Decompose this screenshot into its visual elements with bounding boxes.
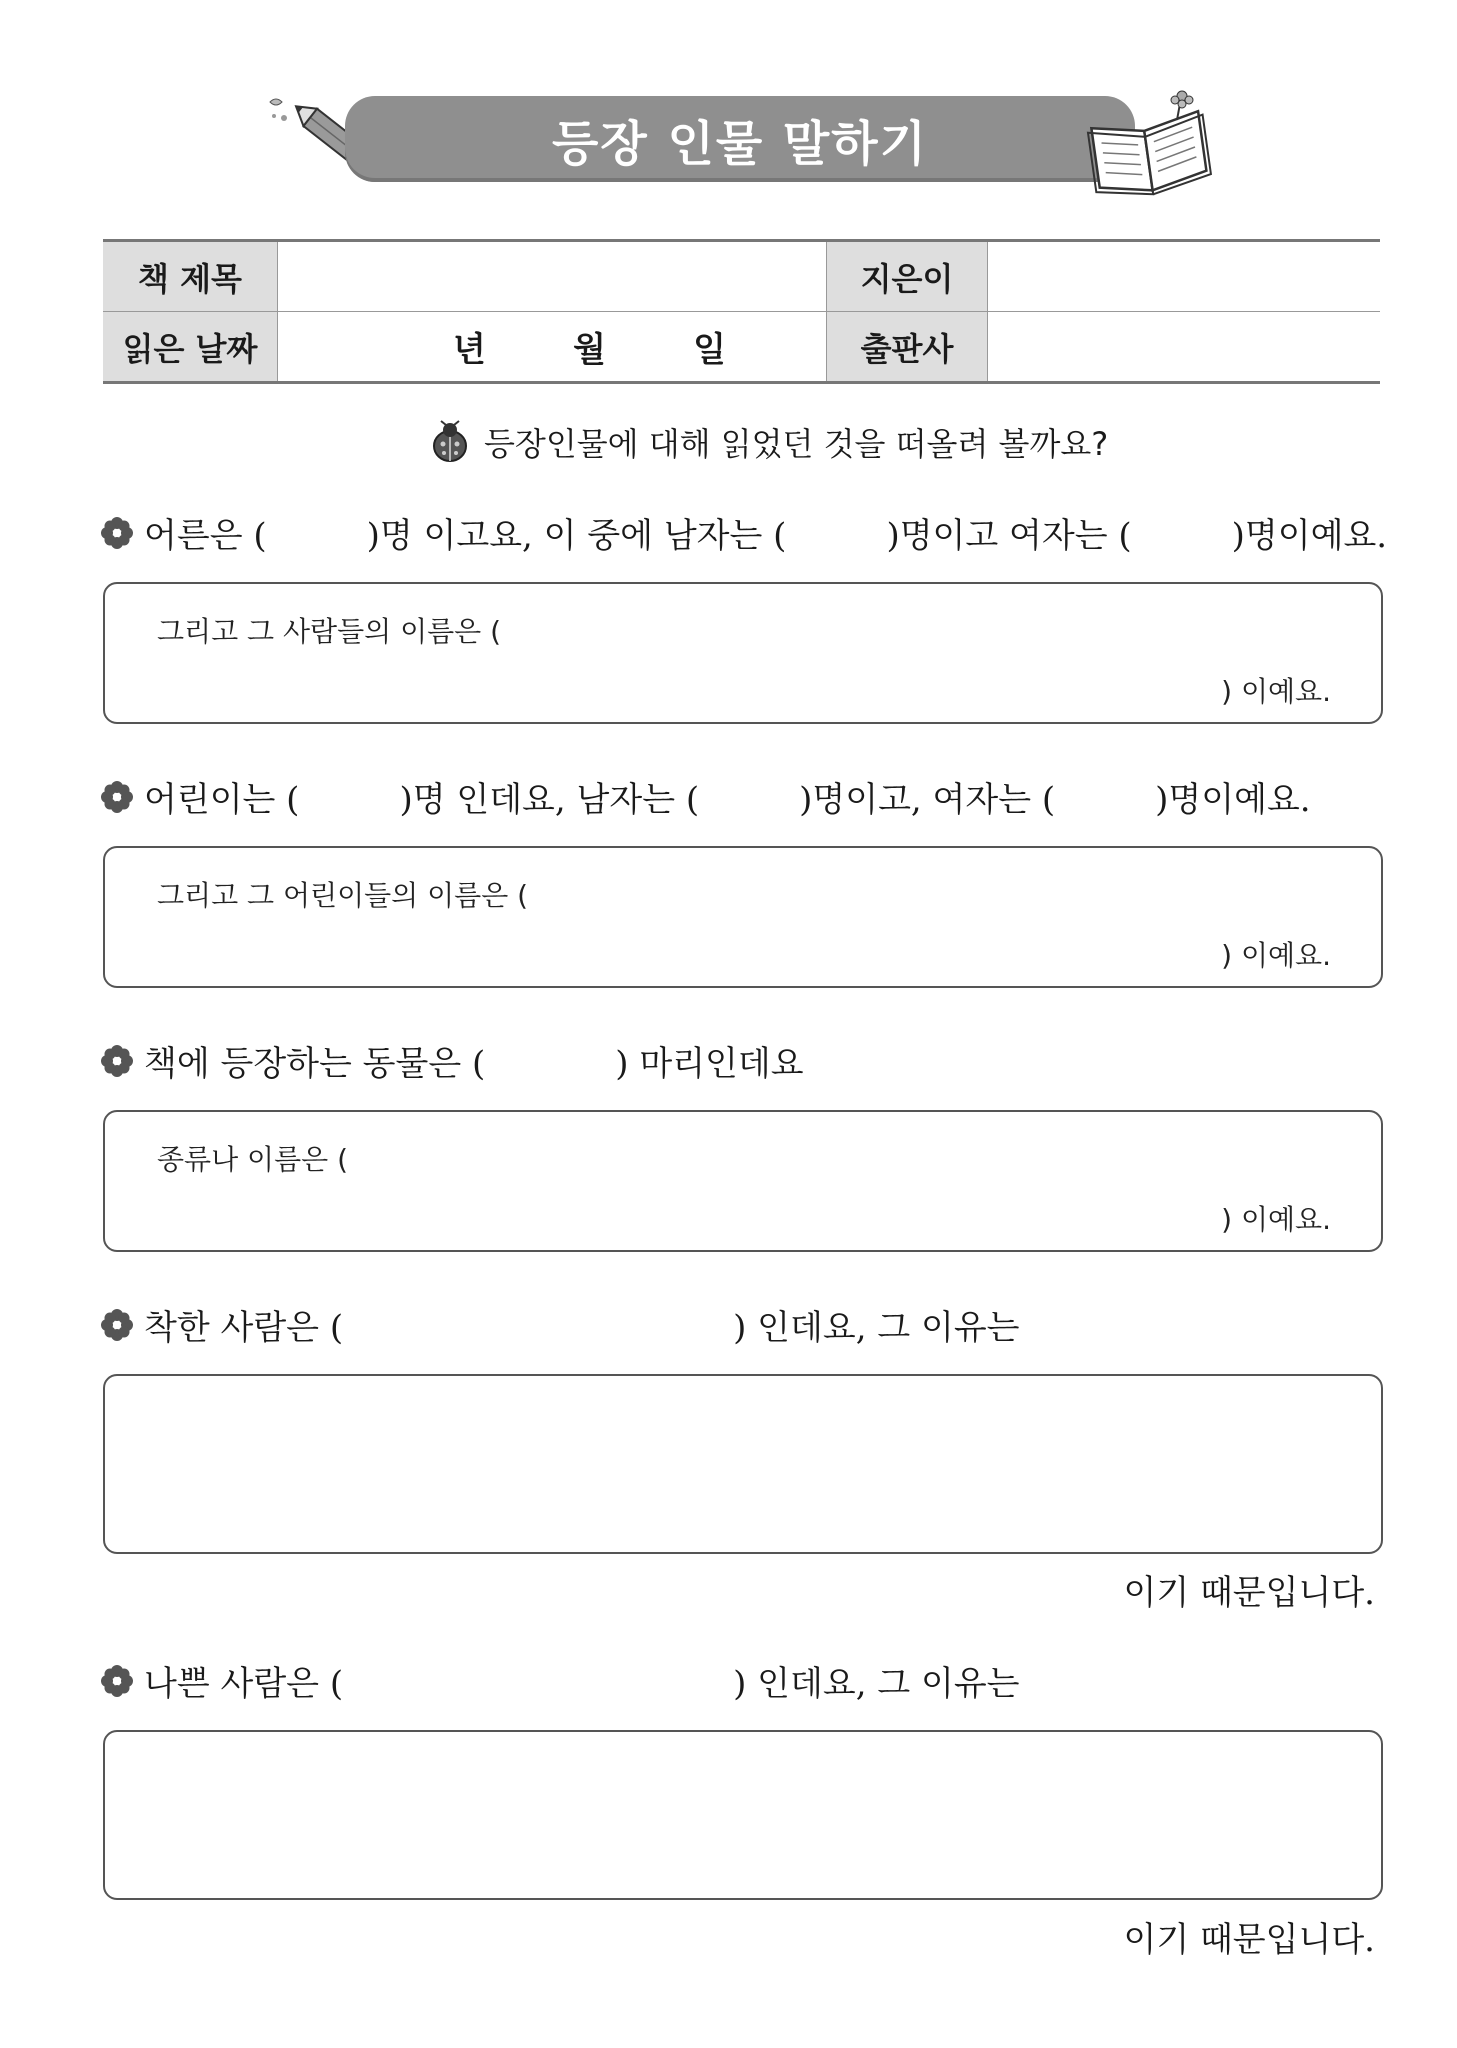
q4-text-1: 착한 사람은 ( bbox=[144, 1308, 344, 1348]
q1-text-2: )명 이고요, 이 중에 남자는 ( bbox=[366, 516, 787, 556]
author-field[interactable] bbox=[988, 241, 1381, 312]
animals-names-box[interactable] bbox=[103, 1110, 1383, 1252]
flower-bullet-icon bbox=[100, 1044, 134, 1078]
open-book-icon bbox=[1085, 90, 1220, 200]
good-person-reason-box[interactable] bbox=[103, 1374, 1383, 1554]
q3-text-2: ) 마리인데요 bbox=[615, 1044, 804, 1084]
bad-person-reason-box[interactable] bbox=[103, 1730, 1383, 1900]
book-title-label: 책 제목 bbox=[103, 241, 278, 312]
date-month-label: 월 bbox=[573, 330, 606, 370]
q3-text-1: 책에 등장하는 동물은 ( bbox=[144, 1044, 486, 1084]
page-title: 등장 인물 말하기 bbox=[552, 115, 928, 172]
question-adults bbox=[100, 508, 1387, 557]
book-title-field[interactable] bbox=[278, 241, 827, 312]
flower-bullet-icon bbox=[100, 1308, 134, 1342]
author-label: 지은이 bbox=[827, 241, 988, 312]
q2-text-3: )명이고, 여자는 ( bbox=[799, 780, 1056, 820]
question-good-person bbox=[100, 1300, 1020, 1349]
q5-text-1: 나쁜 사람은 ( bbox=[144, 1664, 344, 1704]
box-text-end: ) 이예요. bbox=[1221, 939, 1331, 972]
box-text-start: 그리고 그 사람들의 이름은 ( bbox=[157, 615, 502, 648]
instruction-text: 등장인물에 대해 읽었던 것을 떠올려 볼까요? bbox=[484, 425, 1109, 463]
question-bad-person bbox=[100, 1656, 1020, 1705]
flower-bullet-icon bbox=[100, 516, 134, 550]
date-field[interactable] bbox=[278, 312, 827, 383]
bad-person-footer: 이기 때문입니다. bbox=[1123, 1920, 1375, 1960]
flower-bullet-icon bbox=[100, 1664, 134, 1698]
q2-text-2: )명 인데요, 남자는 ( bbox=[399, 780, 700, 820]
box-text-end: ) 이예요. bbox=[1221, 1203, 1331, 1236]
good-person-footer: 이기 때문입니다. bbox=[1123, 1573, 1375, 1613]
q2-text-1: 어린이는 ( bbox=[144, 780, 300, 820]
box-text-start: 종류나 이름은 ( bbox=[157, 1143, 349, 1176]
publisher-label: 출판사 bbox=[827, 312, 988, 383]
ladybug-icon bbox=[430, 420, 470, 464]
date-year-label: 년 bbox=[453, 330, 486, 370]
q1-text-3: )명이고 여자는 ( bbox=[886, 516, 1132, 556]
q4-text-2: ) 인데요, 그 이유는 bbox=[733, 1308, 1020, 1348]
box-text-start: 그리고 그 어린이들의 이름은 ( bbox=[157, 879, 529, 912]
question-animals bbox=[100, 1036, 804, 1085]
flower-bullet-icon bbox=[100, 780, 134, 814]
adults-names-box[interactable] bbox=[103, 582, 1383, 724]
q5-text-2: ) 인데요, 그 이유는 bbox=[733, 1664, 1020, 1704]
instruction-line bbox=[430, 417, 1108, 467]
publisher-field[interactable] bbox=[988, 312, 1381, 383]
q2-text-4: )명이예요. bbox=[1155, 780, 1311, 820]
date-label: 읽은 날짜 bbox=[103, 312, 278, 383]
q1-text-1: 어른은 ( bbox=[144, 516, 267, 556]
date-day-label: 일 bbox=[693, 330, 726, 370]
q1-text-4: )명이예요. bbox=[1231, 516, 1388, 556]
box-text-end: ) 이예요. bbox=[1221, 675, 1331, 708]
children-names-box[interactable] bbox=[103, 846, 1383, 988]
question-children bbox=[100, 772, 1311, 821]
book-info-table bbox=[103, 239, 1380, 384]
